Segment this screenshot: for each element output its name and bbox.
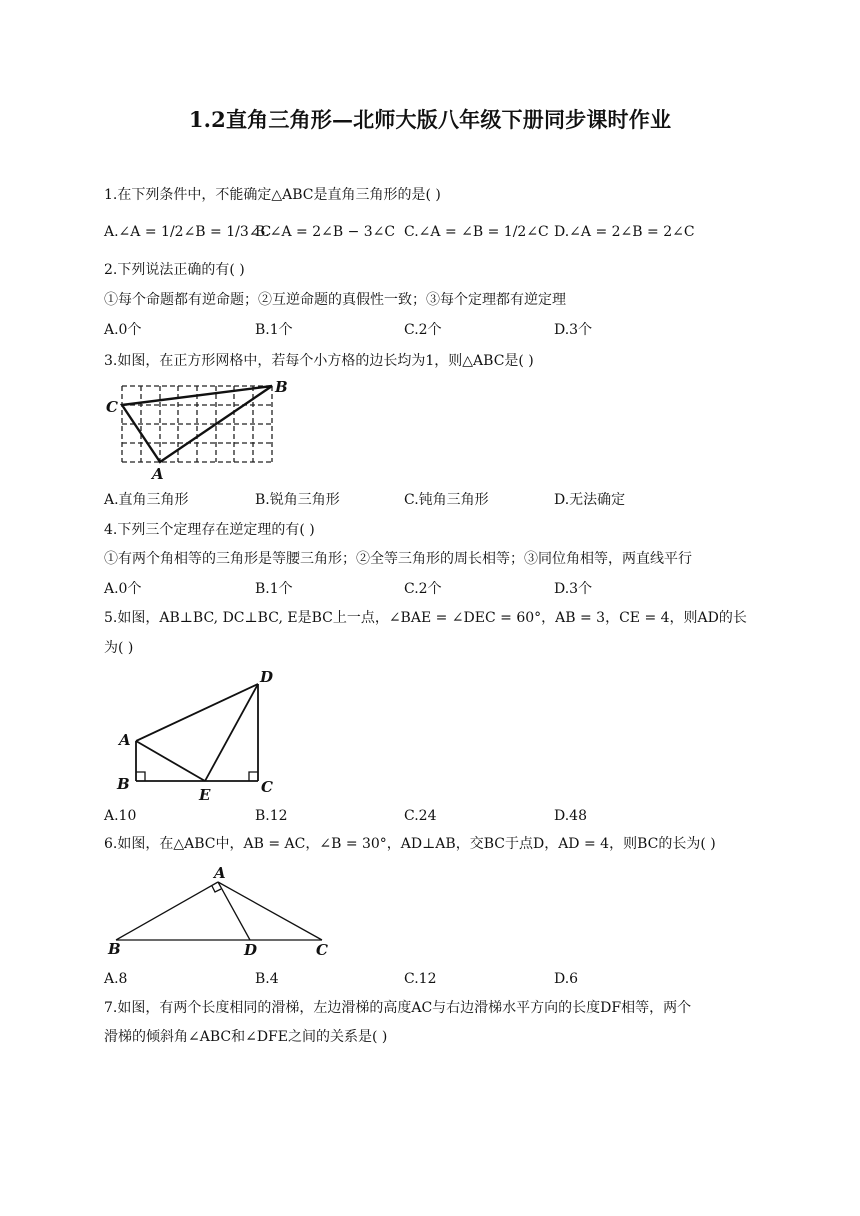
question-2-option-b: B.1个: [255, 322, 293, 338]
question-1-option-a: A.∠A = 1/2∠B = 1/3∠C: [104, 224, 272, 240]
question-4-option-b: B.1个: [255, 581, 293, 597]
question-2-statements: ①每个命题都有逆命题；②互逆命题的真假性一致；③每个定理都有逆定理: [104, 292, 566, 308]
question-4-option-c: C.2个: [404, 581, 442, 597]
question-5-option-c: C.24: [404, 808, 437, 824]
figure-3-label-c: C: [106, 398, 118, 416]
question-5-option-b: B.12: [255, 808, 288, 824]
question-1-option-b: B.∠A = 2∠B − 3∠C: [255, 224, 396, 240]
question-3-option-a: A.直角三角形: [104, 492, 189, 508]
figure-5-label-b: B: [117, 775, 130, 793]
figure-5-geometry: [110, 664, 290, 804]
figure-3-grid-triangle: [100, 378, 300, 484]
question-4-option-a: A.0个: [104, 581, 142, 597]
figure-6-geometry: [104, 862, 344, 962]
question-1-stem: 1.在下列条件中，不能确定△ABC是直角三角形的是( ): [104, 187, 441, 203]
question-5-stem-continued: 为( ): [104, 640, 134, 656]
question-4-statements: ①有两个角相等的三角形是等腰三角形；②全等三角形的周长相等；③同位角相等，两直线平行: [104, 551, 692, 567]
question-6-option-a: A.8: [104, 971, 128, 987]
question-7-stem-continued: 滑梯的倾斜角∠ABC和∠DFE之间的关系是( ): [104, 1029, 388, 1045]
question-5-option-d: D.48: [554, 808, 587, 824]
question-5-option-a: A.10: [104, 808, 137, 824]
question-4-option-d: D.3个: [554, 581, 593, 597]
question-2-option-a: A.0个: [104, 322, 142, 338]
figure-3-label-b: B: [275, 378, 288, 396]
question-3-option-b: B.锐角三角形: [255, 492, 340, 508]
question-3-option-c: C.钝角三角形: [404, 492, 489, 508]
figure-6-label-c: C: [316, 941, 328, 959]
question-7-stem: 7.如图，有两个长度相同的滑梯，左边滑梯的高度AC与右边滑梯水平方向的长度DF相等，两个: [104, 1000, 692, 1016]
figure-3-grid: [122, 386, 272, 462]
figure-6-label-d: D: [244, 941, 258, 959]
figure-5-label-d: D: [260, 668, 274, 686]
question-6-option-b: B.4: [255, 971, 279, 987]
question-3-option-d: D.无法确定: [554, 492, 626, 508]
figure-5-label-c: C: [261, 778, 273, 796]
question-2-option-d: D.3个: [554, 322, 593, 338]
question-2-option-c: C.2个: [404, 322, 442, 338]
figure-5-label-a: A: [119, 731, 131, 749]
figure-3-label-a: A: [152, 465, 164, 483]
figure-6-label-b: B: [108, 940, 121, 958]
page-title: 1.2直角三角形—北师大版八年级下册同步课时作业: [188, 107, 672, 132]
question-1-option-c: C.∠A = ∠B = 1/2∠C: [404, 224, 549, 240]
question-4-stem: 4.下列三个定理存在逆定理的有( ): [104, 522, 315, 538]
question-6-option-d: D.6: [554, 971, 579, 987]
question-5-stem: 5.如图，AB⊥BC, DC⊥BC, E是BC上一点，∠BAE = ∠DEC = 60°，AB = 3，CE = 4，则AD的长: [104, 610, 747, 626]
figure-5-label-e: E: [199, 786, 211, 804]
question-1-option-d: D.∠A = 2∠B = 2∠C: [554, 224, 695, 240]
question-3-stem: 3.如图，在正方形网格中，若每个小方格的边长均为1，则△ABC是( ): [104, 353, 534, 369]
question-6-option-c: C.12: [404, 971, 437, 987]
question-6-stem: 6.如图，在△ABC中，AB = AC，∠B = 30°，AD⊥AB，交BC于点D，AD = 4，则BC的长为( ): [104, 836, 716, 852]
question-2-stem: 2.下列说法正确的有( ): [104, 262, 245, 278]
figure-6-label-a: A: [214, 864, 226, 882]
